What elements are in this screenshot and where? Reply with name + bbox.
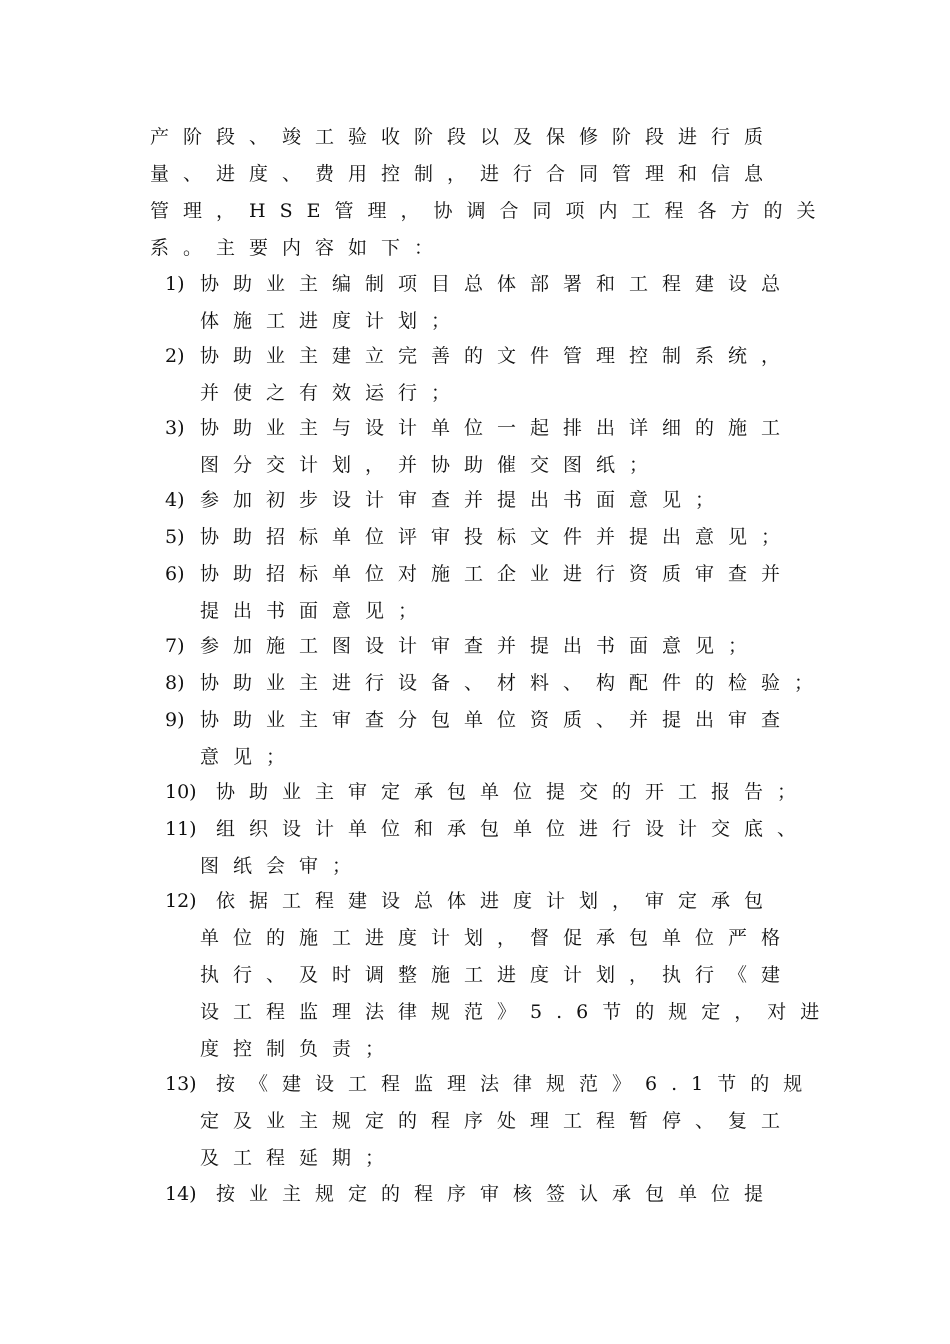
item-text: 意见；: [200, 746, 300, 768]
intro-text: 量、进度、费用控制，进行合同管理和信息: [150, 163, 778, 185]
item-number: 10): [165, 781, 197, 803]
item-number: 5): [165, 526, 185, 548]
item-text: 体施工进度计划；: [200, 310, 465, 332]
item-number: 3): [165, 417, 185, 439]
item-text: 参加施工图设计审查并提出书面意见；: [200, 635, 762, 657]
item-text: 协助招标单位对施工企业进行资质审查并: [200, 563, 795, 585]
item-text: 参加初步设计审查并提出书面意见；: [200, 489, 729, 511]
item-text: 单位的施工进度计划，督促承包单位严格: [200, 927, 795, 949]
item-text: 按业主规定的程序审核签认承包单位提: [216, 1183, 778, 1205]
item-number: 14): [165, 1183, 197, 1205]
item-text: 并使之有效运行；: [200, 382, 465, 404]
item-number: 6): [165, 563, 185, 585]
item-text: 协助业主进行设备、材料、构配件的检验；: [200, 672, 828, 694]
item-text: 协助业主与设计单位一起排出详细的施工: [200, 417, 795, 439]
item-text: 及工程延期；: [200, 1147, 399, 1169]
item-number: 12): [165, 890, 197, 912]
item-number: 13): [165, 1073, 197, 1095]
intro-text: 产阶段、竣工验收阶段以及保修阶段进行质: [150, 126, 778, 148]
item-text: 图分交计划，并协助催交图纸；: [200, 454, 663, 476]
item-text: 设工程监理法律规范》5.6节的规定，对进: [200, 1001, 834, 1023]
item-text: 度控制负责；: [200, 1038, 399, 1060]
item-text: 图纸会审；: [200, 855, 366, 877]
item-number: 8): [165, 672, 185, 694]
intro-text: 系。主要内容如下：: [150, 237, 448, 259]
item-text: 协助业主审定承包单位提交的开工报告；: [216, 781, 811, 803]
item-text: 协助招标单位评审投标文件并提出意见；: [200, 526, 795, 548]
item-text: 协助业主编制项目总体部署和工程建设总: [200, 273, 795, 295]
item-text: 按《建设工程监理法律规范》6.1节的规: [216, 1073, 817, 1095]
item-text: 组织设计单位和承包单位进行设计交底、: [216, 818, 811, 840]
item-number: 9): [165, 709, 185, 731]
intro-text: 管理，HSE管理，协调合同项内工程各方的关: [150, 200, 830, 222]
item-number: 2): [165, 345, 185, 367]
item-number: 4): [165, 489, 185, 511]
item-text: 依据工程建设总体进度计划，审定承包: [216, 890, 778, 912]
item-number: 11): [165, 818, 197, 840]
item-number: 7): [165, 635, 185, 657]
item-text: 提出书面意见；: [200, 600, 432, 622]
item-number: 1): [165, 273, 185, 295]
item-text: 协助业主建立完善的文件管理控制系统，: [200, 345, 795, 367]
item-text: 协助业主审查分包单位资质、并提出审查: [200, 709, 795, 731]
item-text: 执行、及时调整施工进度计划，执行《建: [200, 964, 795, 986]
item-text: 定及业主规定的程序处理工程暂停、复工: [200, 1110, 795, 1132]
